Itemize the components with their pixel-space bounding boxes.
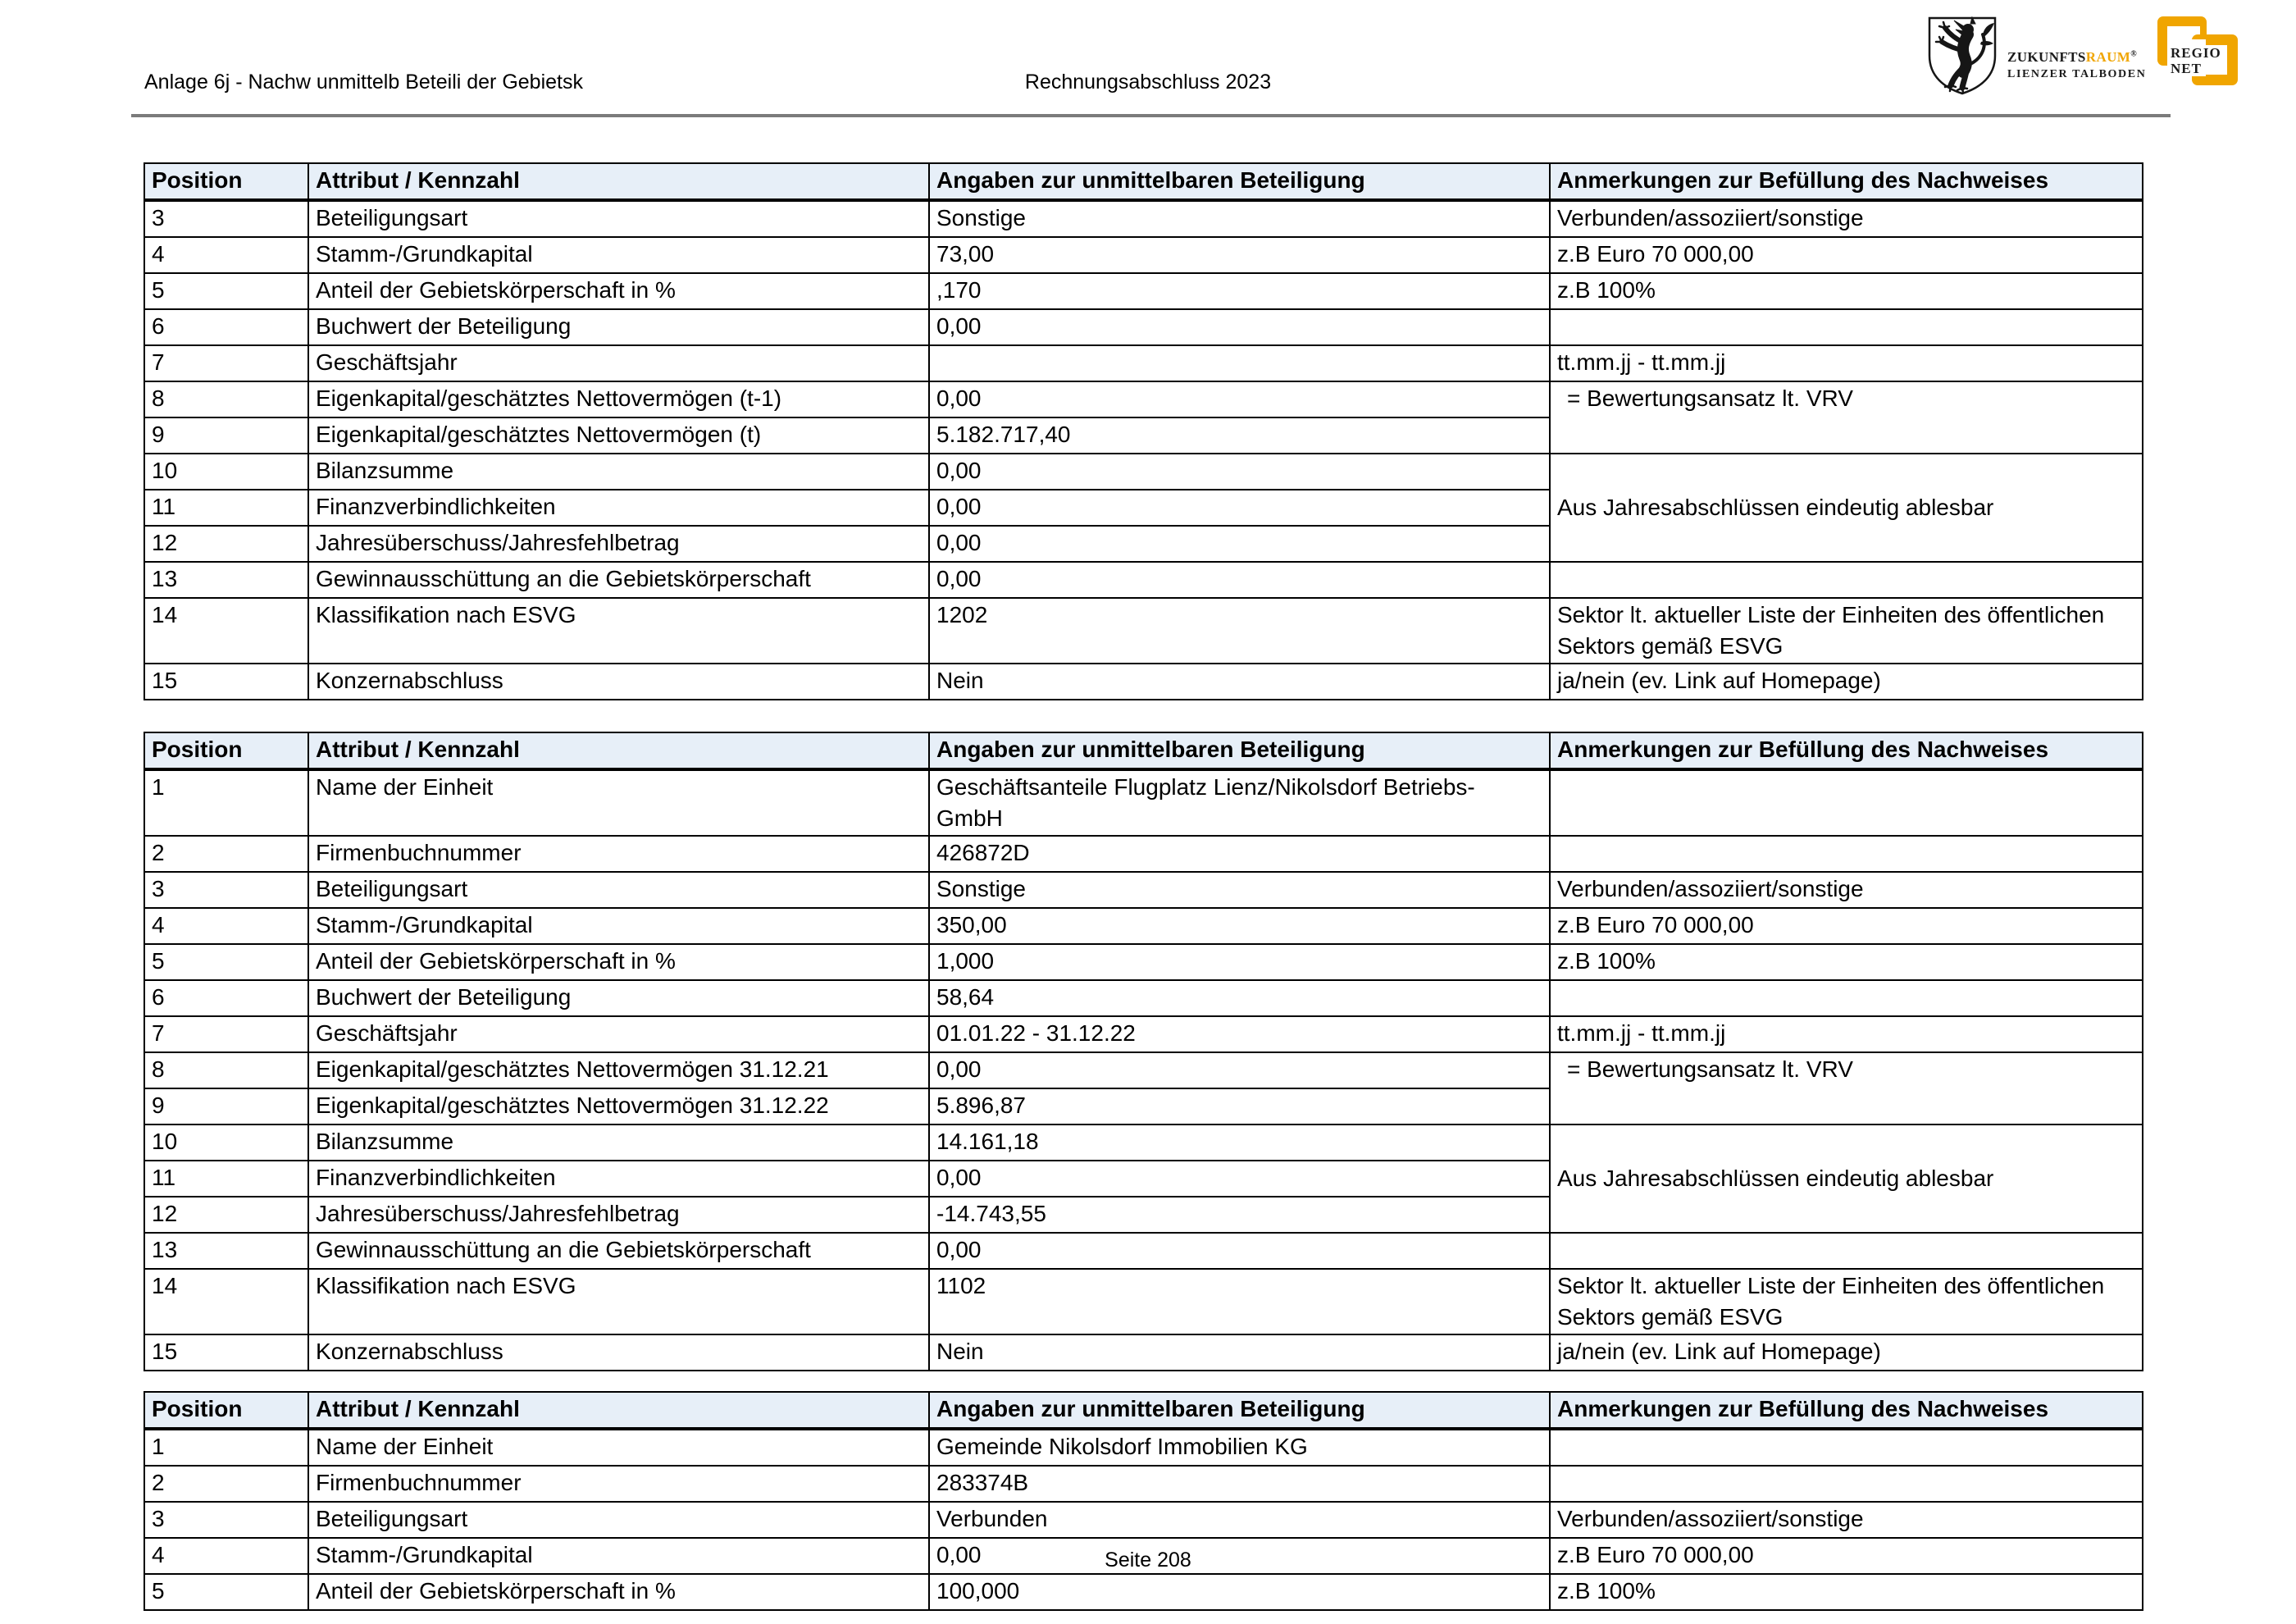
attribute-cell: Buchwert der Beteiligung: [308, 309, 929, 345]
table-row: [144, 200, 2143, 237]
attribute-cell: Beteiligungsart: [308, 872, 929, 908]
value-cell: -14.743,55: [929, 1197, 1550, 1233]
position-cell: 4: [144, 237, 308, 273]
position-cell: 15: [144, 664, 308, 700]
attribute-cell: Klassifikation nach ESVG: [308, 598, 929, 664]
value-cell: Nein: [929, 664, 1550, 700]
attribute-cell: Finanzverbindlichkeiten: [308, 1161, 929, 1197]
value-cell: 426872D: [929, 836, 1550, 872]
value-cell: 0,00: [929, 562, 1550, 598]
table-row: [144, 836, 2143, 872]
note-cell: Verbunden/assoziiert/sonstige: [1550, 1502, 2143, 1538]
page-header-left: Anlage 6j - Nachw unmittelb Beteili der Gebietsk: [144, 71, 583, 94]
attribute-cell: Anteil der Gebietskörperschaft in %: [308, 1574, 929, 1610]
value-cell: 0,00: [929, 454, 1550, 490]
position-cell: 9: [144, 1088, 308, 1124]
table-row: [144, 237, 2143, 273]
attribute-cell: Jahresüberschuss/Jahresfehlbetrag: [308, 526, 929, 562]
position-cell: 11: [144, 1161, 308, 1197]
table-row: [144, 908, 2143, 944]
attribute-cell: Konzernabschluss: [308, 664, 929, 700]
note-cell: Aus Jahresabschlüssen eindeutig ablesbar: [1550, 1124, 2143, 1233]
attribute-cell: Bilanzsumme: [308, 454, 929, 490]
page-number: Seite 208: [1105, 1549, 1191, 1572]
note-cell: z.B Euro 70 000,00: [1550, 237, 2143, 273]
table-row: [144, 1502, 2143, 1538]
table-row: [144, 944, 2143, 980]
attribute-cell: Firmenbuchnummer: [308, 836, 929, 872]
column-header: Attribut / Kennzahl: [308, 163, 929, 200]
position-cell: 13: [144, 1233, 308, 1269]
position-cell: 3: [144, 1502, 308, 1538]
column-header: Position: [144, 732, 308, 769]
column-header: Position: [144, 1392, 308, 1429]
brand-word-orange: RAUM: [2085, 49, 2131, 65]
position-cell: 13: [144, 562, 308, 598]
position-cell: 4: [144, 908, 308, 944]
note-cell: [1550, 769, 2143, 836]
position-cell: 2: [144, 1466, 308, 1502]
value-cell: 1102: [929, 1269, 1550, 1334]
table-row: [144, 381, 2143, 417]
value-cell: 100,000: [929, 1574, 1550, 1610]
page-header-center: Rechnungsabschluss 2023: [1024, 71, 1272, 94]
table-row: [144, 562, 2143, 598]
attribute-cell: Anteil der Gebietskörperschaft in %: [308, 944, 929, 980]
note-cell: [1550, 980, 2143, 1016]
beteiligung-table-3: [144, 1391, 2143, 1611]
attribute-cell: Stamm-/Grundkapital: [308, 908, 929, 944]
value-cell: 350,00: [929, 908, 1550, 944]
brand-subtitle: LIENZER TALBODEN: [2007, 68, 2147, 80]
value-cell: 5.182.717,40: [929, 417, 1550, 454]
column-header: Attribut / Kennzahl: [308, 1392, 929, 1429]
table-row: [144, 598, 2143, 664]
table-row: [144, 273, 2143, 309]
value-cell: Gemeinde Nikolsdorf Immobilien KG: [929, 1429, 1550, 1466]
position-cell: 2: [144, 836, 308, 872]
attribute-cell: Bilanzsumme: [308, 1124, 929, 1161]
attribute-cell: Eigenkapital/geschätztes Nettovermögen (t-1): [308, 381, 929, 417]
position-cell: 7: [144, 345, 308, 381]
value-cell: Verbunden: [929, 1502, 1550, 1538]
value-cell: 0,00: [929, 381, 1550, 417]
column-header: Angaben zur unmittelbaren Beteiligung: [929, 732, 1550, 769]
note-cell: z.B 100%: [1550, 1574, 2143, 1610]
regionet-text-line1: REGIO: [2171, 45, 2222, 61]
position-cell: 3: [144, 872, 308, 908]
value-cell: 0,00: [929, 526, 1550, 562]
value-cell: 0,00: [929, 1233, 1550, 1269]
note-cell: [1550, 1233, 2143, 1269]
column-header: Anmerkungen zur Befüllung des Nachweises: [1550, 1392, 2143, 1429]
attribute-cell: Anteil der Gebietskörperschaft in %: [308, 273, 929, 309]
position-cell: 14: [144, 1269, 308, 1334]
position-cell: 10: [144, 1124, 308, 1161]
attribute-cell: Finanzverbindlichkeiten: [308, 490, 929, 526]
column-header: Anmerkungen zur Befüllung des Nachweises: [1550, 732, 2143, 769]
note-cell: z.B 100%: [1550, 273, 2143, 309]
position-cell: 11: [144, 490, 308, 526]
note-cell: Verbunden/assoziiert/sonstige: [1550, 200, 2143, 237]
table-row: [144, 1124, 2143, 1161]
position-cell: 5: [144, 1574, 308, 1610]
attribute-cell: Eigenkapital/geschätztes Nettovermögen (t): [308, 417, 929, 454]
position-cell: 4: [144, 1538, 308, 1574]
value-cell: 14.161,18: [929, 1124, 1550, 1161]
note-cell: [1550, 562, 2143, 598]
logo-group: [1925, 15, 2241, 97]
position-cell: 5: [144, 944, 308, 980]
column-header: Anmerkungen zur Befüllung des Nachweises: [1550, 163, 2143, 200]
value-cell: 73,00: [929, 237, 1550, 273]
attribute-cell: Beteiligungsart: [308, 200, 929, 237]
value-cell: 0,00: [929, 309, 1550, 345]
position-cell: 10: [144, 454, 308, 490]
note-cell: ja/nein (ev. Link auf Homepage): [1550, 664, 2143, 700]
note-cell: Sektor lt. aktueller Liste der Einheiten des öffentlichen Sektors gemäß ESVG: [1550, 1269, 2143, 1334]
table-header-row: [144, 163, 2143, 200]
table-row: [144, 1233, 2143, 1269]
position-cell: 5: [144, 273, 308, 309]
attribute-cell: Buchwert der Beteiligung: [308, 980, 929, 1016]
attribute-cell: Geschäftsjahr: [308, 1016, 929, 1052]
value-cell: Sonstige: [929, 872, 1550, 908]
value-cell: 1,000: [929, 944, 1550, 980]
position-cell: 3: [144, 200, 308, 237]
value-cell: [929, 345, 1550, 381]
table-row: [144, 664, 2143, 700]
value-cell: Sonstige: [929, 200, 1550, 237]
position-cell: 8: [144, 381, 308, 417]
table-row: [144, 1574, 2143, 1610]
value-cell: 0,00: [929, 1161, 1550, 1197]
note-cell: ja/nein (ev. Link auf Homepage): [1550, 1334, 2143, 1371]
column-header: Position: [144, 163, 308, 200]
column-header: Angaben zur unmittelbaren Beteiligung: [929, 1392, 1550, 1429]
attribute-cell: Klassifikation nach ESVG: [308, 1269, 929, 1334]
attribute-cell: Konzernabschluss: [308, 1334, 929, 1371]
value-cell: 01.01.22 - 31.12.22: [929, 1016, 1550, 1052]
table-row: [144, 769, 2143, 836]
value-cell: 58,64: [929, 980, 1550, 1016]
attribute-cell: Jahresüberschuss/Jahresfehlbetrag: [308, 1197, 929, 1233]
note-cell: = Bewertungsansatz lt. VRV: [1550, 1052, 2143, 1124]
position-cell: 15: [144, 1334, 308, 1371]
note-cell: Verbunden/assoziiert/sonstige: [1550, 872, 2143, 908]
attribute-cell: Stamm-/Grundkapital: [308, 1538, 929, 1574]
attribute-cell: Gewinnausschüttung an die Gebietskörperschaft: [308, 1233, 929, 1269]
attribute-cell: Gewinnausschüttung an die Gebietskörperschaft: [308, 562, 929, 598]
value-cell: Geschäftsanteile Flugplatz Lienz/Nikolsdorf Betriebs-GmbH: [929, 769, 1550, 836]
note-cell: z.B 100%: [1550, 944, 2143, 980]
value-cell: 1202: [929, 598, 1550, 664]
column-header: Angaben zur unmittelbaren Beteiligung: [929, 163, 1550, 200]
table-row: [144, 1429, 2143, 1466]
note-cell: tt.mm.jj - tt.mm.jj: [1550, 345, 2143, 381]
table-header-row: [144, 1392, 2143, 1429]
table-row: [144, 1269, 2143, 1334]
value-cell: 283374B: [929, 1466, 1550, 1502]
position-cell: 12: [144, 526, 308, 562]
table-row: [144, 1334, 2143, 1371]
table-row: [144, 309, 2143, 345]
note-cell: z.B Euro 70 000,00: [1550, 908, 2143, 944]
tables-container: [144, 162, 2142, 1611]
table-row: [144, 980, 2143, 1016]
value-cell: Nein: [929, 1334, 1550, 1371]
value-cell: 0,00: [929, 1538, 1550, 1574]
value-cell: ,170: [929, 273, 1550, 309]
position-cell: 1: [144, 1429, 308, 1466]
zukunftsraum-brand: [2007, 49, 2146, 81]
beteiligung-table-2: [144, 732, 2143, 1371]
value-cell: 5.896,87: [929, 1088, 1550, 1124]
table-row: [144, 872, 2143, 908]
regionet-logo-icon: [2154, 15, 2241, 92]
value-cell: 0,00: [929, 1052, 1550, 1088]
table-row: [144, 1052, 2143, 1088]
lienz-coat-of-arms-icon: [1925, 15, 1999, 97]
position-cell: 1: [144, 769, 308, 836]
attribute-cell: Stamm-/Grundkapital: [308, 237, 929, 273]
attribute-cell: Eigenkapital/geschätztes Nettovermögen 31.12.22: [308, 1088, 929, 1124]
note-cell: Aus Jahresabschlüssen eindeutig ablesbar: [1550, 454, 2143, 562]
registered-mark: ®: [2130, 49, 2138, 59]
brand-word-black: ZUKUNFTS: [2007, 49, 2086, 65]
table-row: [144, 454, 2143, 490]
attribute-cell: Name der Einheit: [308, 769, 929, 836]
note-cell: = Bewertungsansatz lt. VRV: [1550, 381, 2143, 454]
table-header-row: [144, 732, 2143, 769]
table-row: [144, 345, 2143, 381]
attribute-cell: Firmenbuchnummer: [308, 1466, 929, 1502]
position-cell: 7: [144, 1016, 308, 1052]
position-cell: 14: [144, 598, 308, 664]
regionet-text-line2: NET: [2171, 61, 2203, 76]
note-cell: Sektor lt. aktueller Liste der Einheiten des öffentlichen Sektors gemäß ESVG: [1550, 598, 2143, 664]
position-cell: 8: [144, 1052, 308, 1088]
note-cell: [1550, 1466, 2143, 1502]
note-cell: [1550, 836, 2143, 872]
table-row: [144, 1466, 2143, 1502]
attribute-cell: Eigenkapital/geschätztes Nettovermögen 31.12.21: [308, 1052, 929, 1088]
note-cell: [1550, 1429, 2143, 1466]
header-rule: [131, 114, 2171, 117]
attribute-cell: Name der Einheit: [308, 1429, 929, 1466]
position-cell: 12: [144, 1197, 308, 1233]
attribute-cell: Geschäftsjahr: [308, 345, 929, 381]
note-cell: [1550, 309, 2143, 345]
column-header: Attribut / Kennzahl: [308, 732, 929, 769]
position-cell: 6: [144, 980, 308, 1016]
value-cell: 0,00: [929, 490, 1550, 526]
attribute-cell: Beteiligungsart: [308, 1502, 929, 1538]
beteiligung-table-1: [144, 162, 2143, 700]
note-cell: tt.mm.jj - tt.mm.jj: [1550, 1016, 2143, 1052]
table-row: [144, 1016, 2143, 1052]
position-cell: 6: [144, 309, 308, 345]
position-cell: 9: [144, 417, 308, 454]
note-cell: z.B Euro 70 000,00: [1550, 1538, 2143, 1574]
